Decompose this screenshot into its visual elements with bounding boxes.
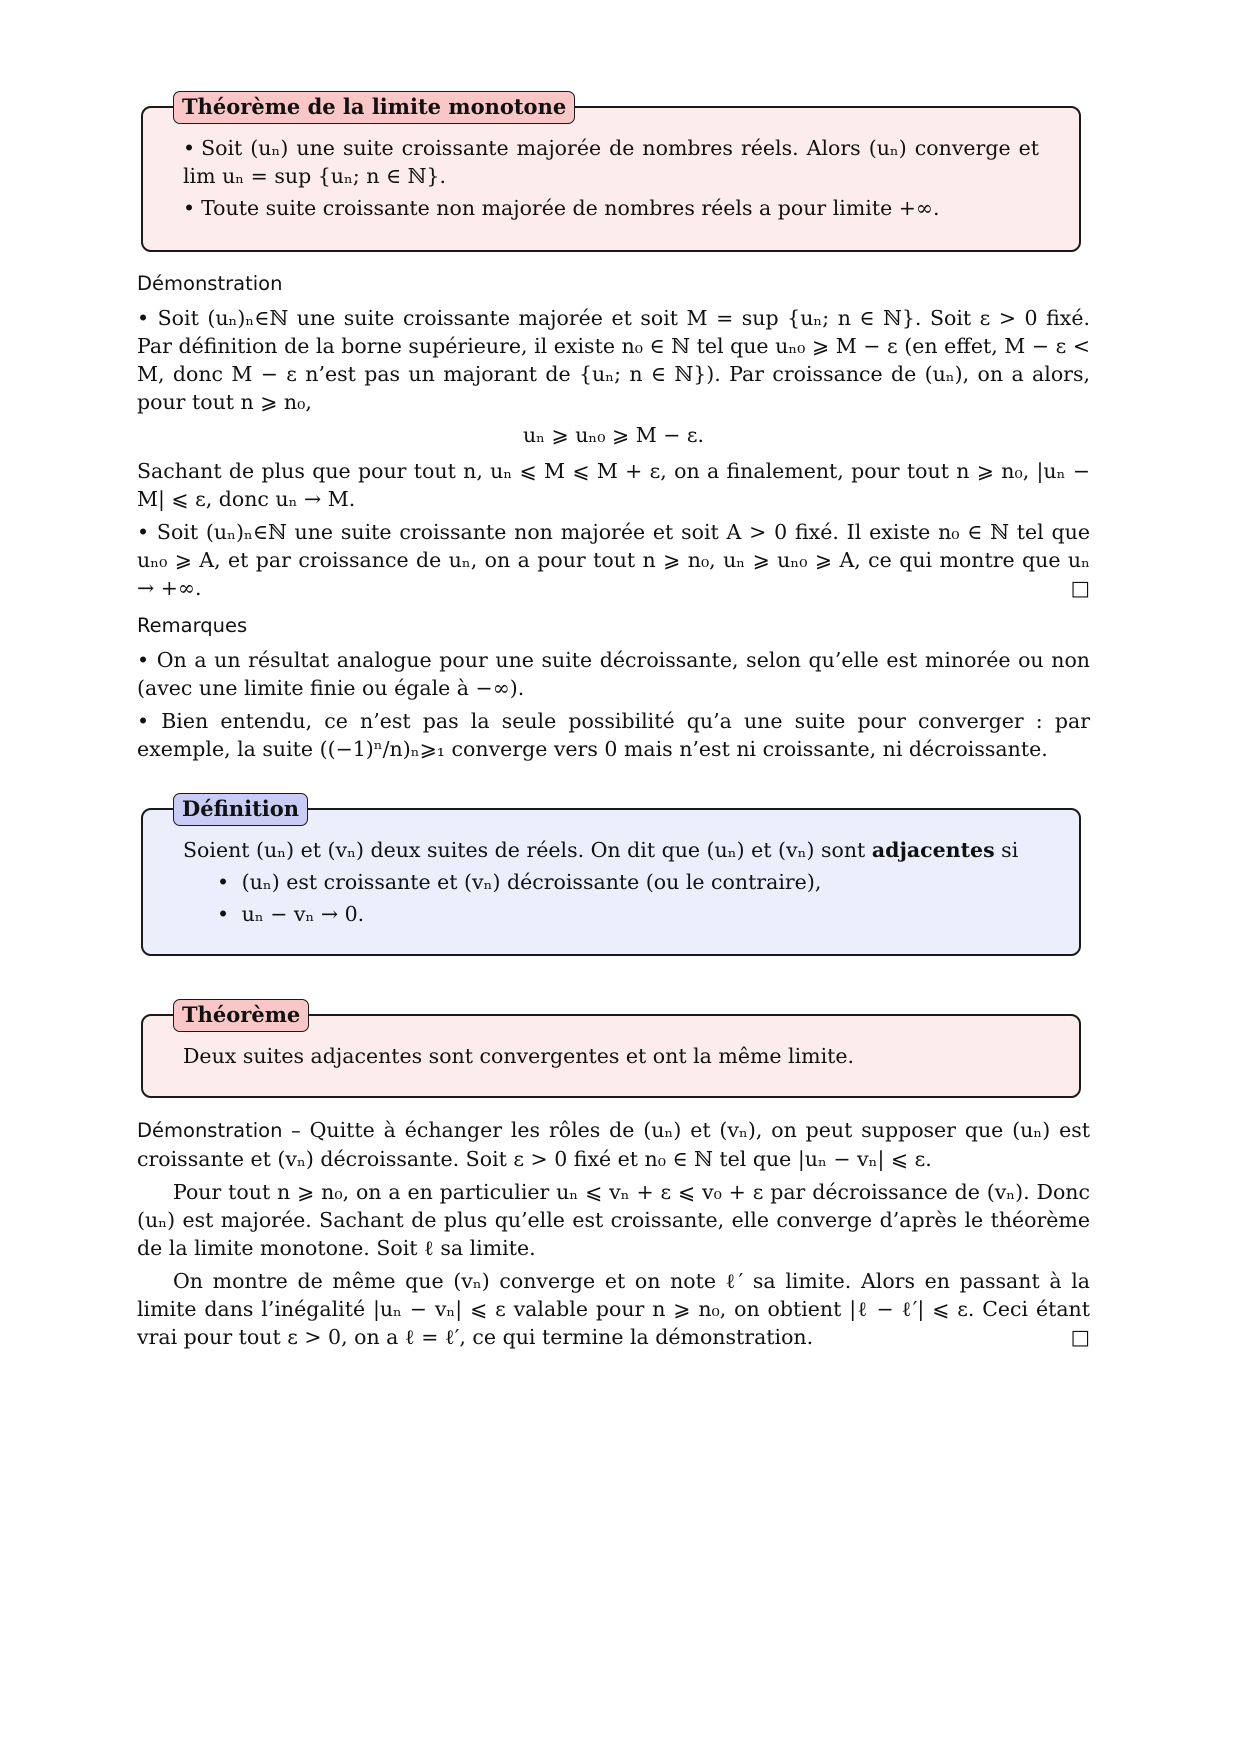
demonstration-adjacent-heading: Démonstration – (137, 1119, 301, 1142)
theorem-adjacent-box (141, 1002, 1081, 1098)
remark-1: • On a un résultat analogue pour une suite décroissante, selon qu’elle est minorée ou non (avec une limite finie ou égale à −∞). (137, 648, 1090, 700)
demonstration-equation: uₙ ⩾ uₙ₀ ⩾ M − ε. (522, 423, 705, 447)
demonstration-monotone (137, 270, 1090, 768)
demonstration-adjacent-paragraph-3: On montre de même que (vₙ) converge et on note ℓ′ sa limite. Alors en passant à la limite dans l’inégalité |uₙ − vₙ| ⩽ ε valable pour n ⩾ n₀, on obtient |ℓ − ℓ′| ⩽ ε. Ceci étant vrai pour tout ε > 0, on a ℓ = ℓ′, ce qui termine la démonstration. □ (137, 1269, 1090, 1349)
theorem-monotone-item-1: • Soit (uₙ) une suite croissante majorée de nombres réels. Alors (uₙ) converge et lim uₙ = sup {uₙ; n ∈ ℕ}. (183, 136, 1039, 188)
theorem-monotone-box (141, 94, 1081, 252)
definition-conditions (217, 868, 1039, 928)
remarks-heading: Remarques (137, 614, 248, 637)
definition-box (141, 796, 1081, 956)
qed-symbol: □ (1070, 1325, 1090, 1349)
theorem-monotone-item-2: • Toute suite croissante non majorée de nombres réels a pour limite +∞. (183, 196, 940, 220)
definition-title: Définition (173, 793, 308, 826)
theorem-adjacent-statement: Deux suites adjacentes sont convergentes et ont la même limite. (183, 1044, 855, 1068)
demonstration-paragraph-1: • Soit (uₙ)ₙ∈ℕ une suite croissante majorée et soit M = sup {uₙ; n ∈ ℕ}. Soit ε > 0 fixé. Par définition de la borne supérieure, il existe n₀ ∈ ℕ tel que uₙ₀ ⩾ M − ε (en effet, M − ε < M, donc M − ε n’est pas un majorant de {uₙ; n ∈ ℕ}). Par croissance de (uₙ), on a alors, pour tout n ⩾ n₀, (137, 306, 1090, 414)
demonstration-heading: Démonstration (137, 272, 283, 295)
remark-2: • Bien entendu, ce n’est pas la seule possibilité qu’a une suite pour converger : par exemple, la suite ((−1)ⁿ/n)ₙ⩾₁ converge vers 0 mais n’est ni croissante, ni décroissante. (137, 709, 1090, 761)
definition-condition-2: • uₙ − vₙ → 0. (217, 902, 365, 926)
definition-condition-1: • (uₙ) est croissante et (vₙ) décroissante (ou le contraire), (217, 870, 822, 894)
demonstration-adjacent-paragraph-2: Pour tout n ⩾ n₀, on a en particulier uₙ ⩽ vₙ + ε ⩽ v₀ + ε par décroissance de (vₙ). Donc (uₙ) est majorée. Sachant de plus qu’elle est croissante, elle converge d’après le théorème de la limite monotone. Soit ℓ sa limite. (137, 1180, 1090, 1260)
demonstration-adjacent-paragraph-1: Démonstration – Quitte à échanger les rôles de (uₙ) et (vₙ), on peut supposer que (uₙ) est croissante et (vₙ) décroissante. Soit ε > 0 fixé et n₀ ∈ ℕ tel que |uₙ − vₙ| ⩽ ε. (137, 1118, 1090, 1171)
definition-term: adjacentes (871, 838, 995, 862)
demonstration-adjacent (137, 1116, 1090, 1356)
demonstration-paragraph-2: Sachant de plus que pour tout n, uₙ ⩽ M ⩽ M + ε, on a finalement, pour tout n ⩾ n₀, |uₙ − M| ⩽ ε, donc uₙ → M. (137, 459, 1090, 511)
definition-intro: Soient (uₙ) et (vₙ) deux suites de réels. On dit que (uₙ) et (vₙ) sont adjacentes si (183, 838, 1019, 862)
qed-symbol: □ (1070, 576, 1090, 600)
theorem-adjacent-title: Théorème (173, 999, 309, 1032)
theorem-monotone-title: Théorème de la limite monotone (173, 91, 575, 124)
demonstration-paragraph-3: • Soit (uₙ)ₙ∈ℕ une suite croissante non majorée et soit A > 0 fixé. Il existe n₀ ∈ ℕ tel que uₙ₀ ⩾ A, et par croissance de uₙ, on a pour tout n ⩾ n₀, uₙ ⩾ uₙ₀ ⩾ A, ce qui montre que uₙ → +∞. □ (137, 520, 1090, 600)
